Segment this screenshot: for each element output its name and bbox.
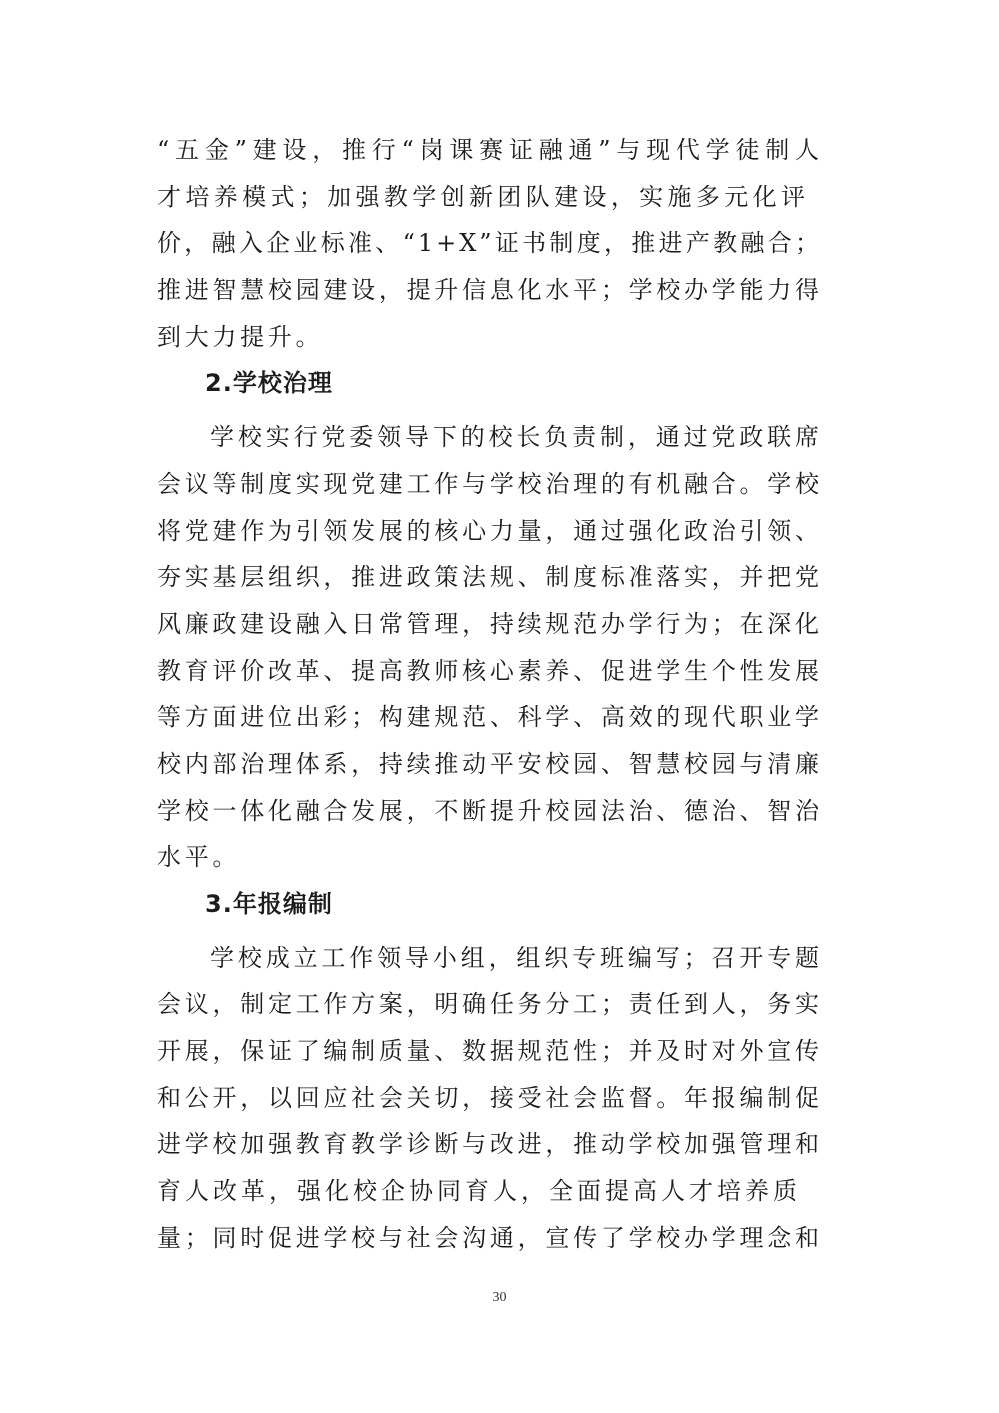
body-text-line: 夯实基层组织，推进政策法规、制度标准落实，并把党 bbox=[157, 563, 822, 592]
body-text-line: 和公开，以回应社会关切，接受社会监督。年报编制促 bbox=[157, 1083, 822, 1112]
body-text-line: 校内部治理体系，持续推动平安校园、智慧校园与清廉 bbox=[157, 749, 822, 778]
section-heading-annual-report: 3.年报编制 bbox=[205, 890, 333, 918]
body-text-line: 教育评价改革、提高教师核心素养、促进学生个性发展 bbox=[157, 656, 822, 685]
body-text-line: 将党建作为引领发展的核心力量，通过强化政治引领、 bbox=[157, 516, 822, 545]
body-text-line: 进学校加强教育教学诊断与改进，推动学校加强管理和 bbox=[157, 1130, 822, 1159]
body-text-line: 水平。 bbox=[157, 843, 241, 872]
body-text-line: 学校一体化融合发展，不断提升校园法治、德治、智治 bbox=[157, 796, 822, 825]
body-text-line: 会议，制定工作方案，明确任务分工；责任到人，务实 bbox=[157, 990, 822, 1019]
page-number: 30 bbox=[492, 1290, 507, 1305]
body-text-line: 等方面进位出彩；构建规范、科学、高效的现代职业学 bbox=[157, 703, 822, 732]
body-text-line: 风廉政建设融入日常管理，持续规范办学行为；在深化 bbox=[157, 609, 822, 638]
body-text-line: 学校实行党委领导下的校长负责制，通过党政联席 bbox=[210, 423, 822, 452]
body-text-line: “五金”建设，推行“岗课赛证融通”与现代学徒制人 bbox=[157, 136, 822, 164]
body-text-line: 量；同时促进学校与社会沟通，宣传了学校办学理念和 bbox=[157, 1223, 822, 1252]
body-text-line: 到大力提升。 bbox=[157, 322, 324, 351]
body-text-line: 学校成立工作领导小组，组织专班编写；召开专题 bbox=[210, 943, 822, 972]
body-text-line: 才培养模式；加强教学创新团队建设，实施多元化评 bbox=[157, 182, 808, 211]
document-body bbox=[157, 127, 822, 1262]
section-heading-school-governance: 2.学校治理 bbox=[205, 369, 333, 398]
body-text-line: 育人改革，强化校企协同育人，全面提高人才培养质 bbox=[157, 1177, 800, 1206]
body-text-line: 推进智慧校园建设，提升信息化水平；学校办学能力得 bbox=[157, 276, 822, 305]
body-text-line: 会议等制度实现党建工作与学校治理的有机融合。学校 bbox=[157, 469, 822, 498]
body-text-line: 开展，保证了编制质量、数据规范性；并及时对外宣传 bbox=[157, 1037, 822, 1066]
body-text-line: 价，融入企业标准、“1+X”证书制度，推进产教融合； bbox=[157, 229, 822, 258]
